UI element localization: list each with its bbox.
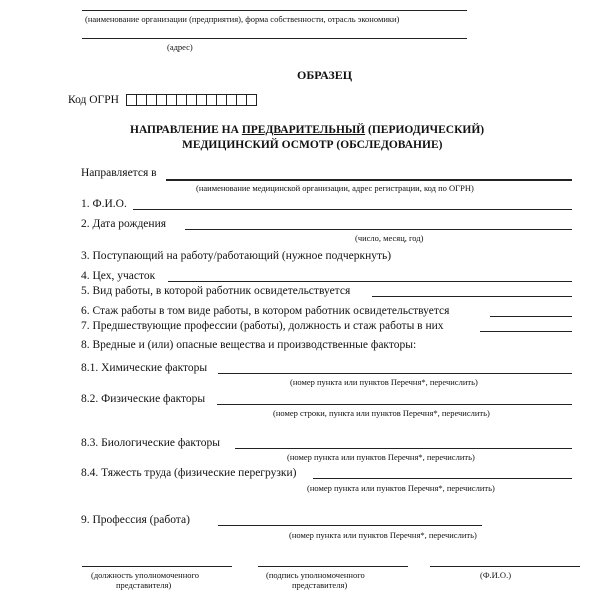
fio-signature-line[interactable]: [430, 566, 580, 567]
field-8-1-line[interactable]: [218, 373, 572, 374]
heading-pre: НАПРАВЛЕНИЕ НА: [130, 124, 242, 136]
heading-post: (ПЕРИОДИЧЕСКИЙ): [365, 124, 485, 136]
field-1-line[interactable]: [133, 209, 572, 210]
address-caption: (адрес): [167, 42, 193, 52]
field-5-line[interactable]: [372, 296, 572, 297]
fio-caption: (Ф.И.О.): [480, 570, 512, 580]
org-name-line[interactable]: [82, 10, 467, 11]
page-title: ОБРАЗЕЦ: [297, 68, 353, 82]
field-8-4-label: 8.4. Тяжесть труда (физические перегрузки): [81, 467, 297, 479]
field-2-label: 2. Дата рождения: [81, 218, 167, 230]
field-1-label: 1. Ф.И.О.: [81, 198, 127, 210]
field-8-3-label: 8.3. Биологические факторы: [81, 437, 220, 449]
directed-to-caption: (наименование медицинской организации, адрес регистрации, код по ОГРН): [196, 183, 474, 193]
field-8-1-caption: (номер пункта или пунктов Перечня*, перечислить): [290, 377, 478, 387]
field-8-3-caption: (номер пункта или пунктов Перечня*, перечислить): [287, 452, 475, 462]
form-heading-line1: [130, 124, 484, 136]
field-8-2-caption: (номер строки, пункта или пунктов Перечня*, перечислить): [273, 408, 490, 418]
field-9-line[interactable]: [218, 525, 482, 526]
field-6-line[interactable]: [490, 316, 572, 317]
sign-caption-2: представителя): [292, 580, 348, 590]
field-2-line[interactable]: [185, 229, 572, 230]
field-8-2-line[interactable]: [217, 404, 572, 405]
field-8-2-label: 8.2. Физические факторы: [81, 393, 206, 405]
ogrn-cells[interactable]: [126, 94, 256, 106]
field-8-3-line[interactable]: [235, 448, 572, 449]
position-signature-line[interactable]: [82, 566, 232, 567]
field-4-label: 4. Цех, участок: [81, 270, 156, 282]
field-9-label: 9. Профессия (работа): [81, 514, 190, 526]
field-3-label: 3. Поступающий на работу/работающий (нужное подчеркнуть): [81, 250, 392, 262]
org-caption: (наименование организации (предприятия), форма собственности, отрасль экономики): [85, 14, 400, 24]
field-2-caption: (число, месяц, год): [355, 233, 424, 243]
field-8-4-line[interactable]: [313, 478, 572, 479]
ogrn-cell[interactable]: [246, 94, 257, 106]
field-5-label: 5. Вид работы, в которой работник освидетельствуется: [81, 285, 351, 297]
form-heading-line2: МЕДИЦИНСКИЙ ОСМОТР (ОБСЛЕДОВАНИЕ): [182, 139, 443, 151]
heading-underlined: ПРЕДВАРИТЕЛЬНЫЙ: [241, 124, 366, 136]
field-4-line[interactable]: [168, 281, 572, 282]
address-line[interactable]: [82, 38, 467, 39]
directed-to-line[interactable]: [166, 179, 572, 181]
field-7-line[interactable]: [480, 331, 572, 332]
field-6-label: 6. Стаж работы в том виде работы, в котором работник освидетельствуется: [81, 305, 450, 317]
field-9-caption: (номер пункта или пунктов Перечня*, перечислить): [289, 530, 477, 540]
sign-signature-line[interactable]: [258, 566, 408, 567]
field-8-label: 8. Вредные и (или) опасные вещества и производственные факторы:: [81, 339, 417, 351]
sign-caption-1: (подпись уполномоченного: [266, 570, 365, 580]
ogrn-label: Код ОГРН: [68, 94, 119, 106]
field-7-label: 7. Предшествующие профессии (работы), должность и стаж работы в них: [81, 320, 444, 332]
position-caption-1: (должность уполномоченного: [91, 570, 200, 580]
field-8-1-label: 8.1. Химические факторы: [81, 362, 208, 374]
field-8-4-caption: (номер пункта или пунктов Перечня*, перечислить): [307, 483, 495, 493]
directed-to-label: Направляется в: [81, 167, 157, 179]
position-caption-2: представителя): [116, 580, 172, 590]
